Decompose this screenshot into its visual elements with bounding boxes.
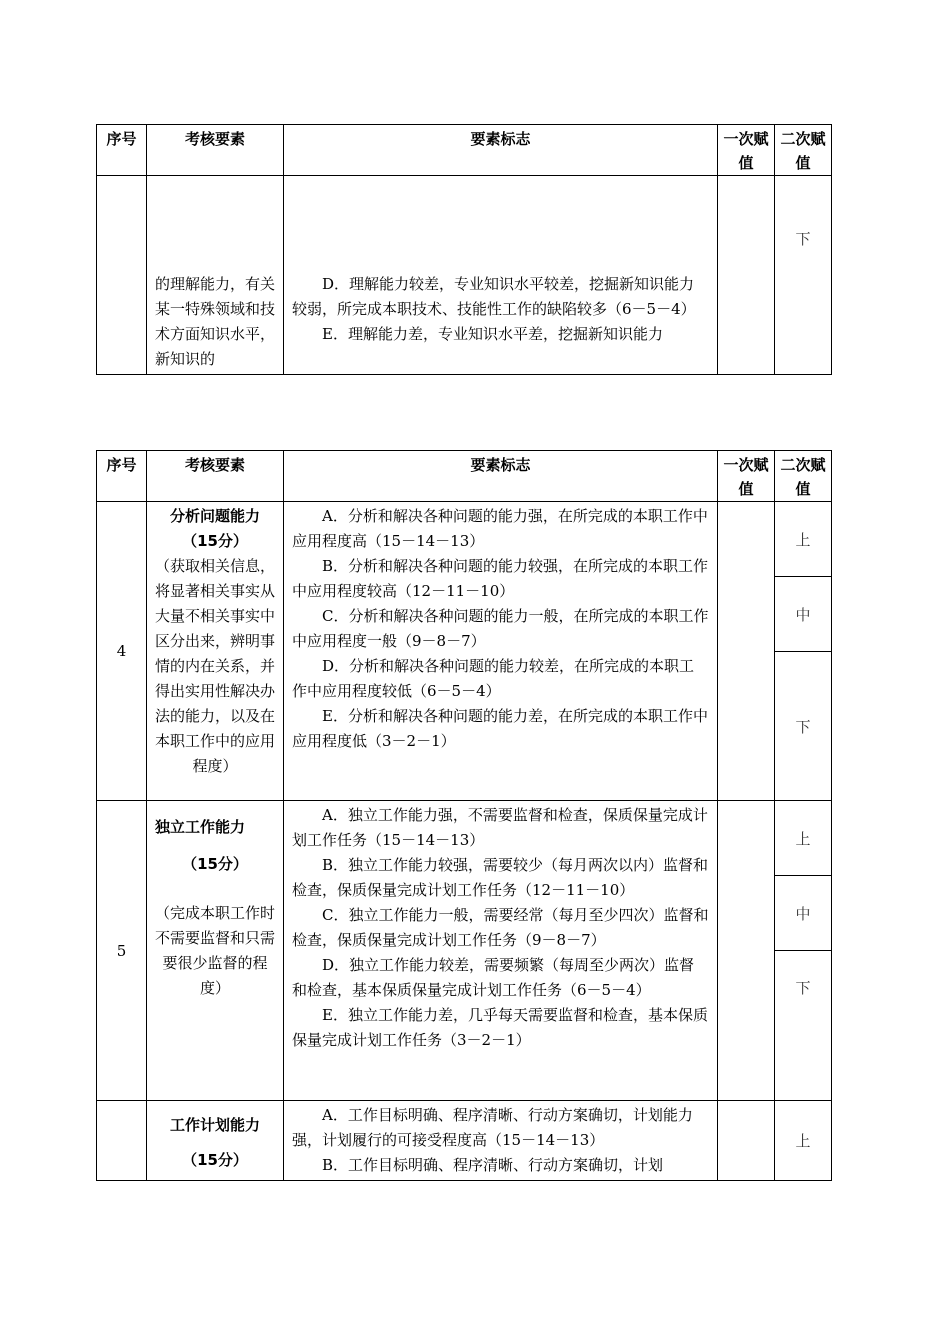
element-cell bbox=[147, 502, 284, 801]
mark-item: E．分析和解决各种问题的能力差，在所完成的本职工作中应用程度低（3－2－1） bbox=[292, 707, 708, 750]
assessment-table bbox=[96, 450, 832, 1181]
mark-item: B．分析和解决各种问题的能力较强，在所完成的本职工作中应用程度较高（12－11－10） bbox=[292, 557, 709, 600]
mark-item: D．独立工作能力较差，需要频繁（每周至少两次）监督和检查，基本保质保量完成计划工作任务（6－5－4） bbox=[292, 956, 695, 999]
grade-cell: 下 bbox=[775, 176, 832, 375]
element-title: 独立工作能力 bbox=[155, 818, 246, 836]
element-cell bbox=[147, 1101, 284, 1181]
element-title: 工作计划能力 bbox=[169, 1116, 260, 1134]
seq-cell bbox=[97, 176, 147, 375]
mark-item: A．独立工作能力强，不需要监督和检查，保质保量完成计划工作任务（15－14－13） bbox=[292, 806, 708, 849]
marks-cell bbox=[284, 176, 718, 375]
element-score: （15分） bbox=[182, 1151, 248, 1169]
header-seq: 序号 bbox=[97, 451, 147, 502]
mark-item: E．理解能力差，专业知识水平差，挖掘新知识能力 bbox=[322, 325, 663, 343]
table-row bbox=[97, 502, 832, 577]
mark-item: C．分析和解决各种问题的能力一般，在所完成的本职工作中应用程度一般（9－8－7） bbox=[292, 607, 709, 650]
table-header bbox=[97, 451, 832, 502]
seq-cell: 4 bbox=[97, 502, 147, 801]
element-title: 分析问题能力（15分） bbox=[169, 507, 260, 550]
element-description: （获取相关信息，将显著相关事实从大量不相关事实中区分出来，辨明事情的内在关系，并得出实用性解决办法的能力，以及在本职工作中的应用程度） bbox=[155, 557, 276, 775]
first-value-cell[interactable] bbox=[718, 502, 775, 801]
mark-item: B．工作目标明确、程序清晰、行动方案确切，计划 bbox=[322, 1156, 664, 1174]
header-second-value: 二次赋值 bbox=[775, 451, 832, 502]
grade-cell: 中 bbox=[775, 577, 832, 652]
mark-item: A．分析和解决各种问题的能力强，在所完成的本职工作中应用程度高（15－14－13） bbox=[292, 507, 708, 550]
first-value-cell[interactable] bbox=[718, 176, 775, 375]
mark-item: D．分析和解决各种问题的能力较差，在所完成的本职工作中应用程度较低（6－5－4） bbox=[292, 657, 695, 700]
grade-cell: 上 bbox=[775, 801, 832, 876]
mark-item: C．独立工作能力一般，需要经常（每月至少四次）监督和检查，保质保量完成计划工作任务（9－8－7） bbox=[292, 906, 709, 949]
first-value-cell[interactable] bbox=[718, 801, 775, 1101]
grade-cell: 下 bbox=[775, 951, 832, 1101]
table-row bbox=[97, 1101, 832, 1181]
mark-item: B．独立工作能力较强，需要较少（每月两次以内）监督和检查，保质保量完成计划工作任务（12－11－10） bbox=[292, 856, 709, 899]
table-row bbox=[97, 176, 832, 375]
element-cell bbox=[147, 801, 284, 1101]
element-description: （完成本职工作时不需要监督和只需要很少监督的程度） bbox=[155, 904, 276, 997]
grade-cell: 上 bbox=[775, 502, 832, 577]
table-header bbox=[97, 125, 832, 176]
element-cell bbox=[147, 176, 284, 375]
element-text: 的理解能力，有关某一特殊领域和技术方面知识水平，新知识的 bbox=[155, 275, 275, 368]
seq-cell bbox=[97, 1101, 147, 1181]
mark-item: A．工作目标明确、程序清晰、行动方案确切，计划能力强，计划履行的可接受程度高（15－14－13） bbox=[292, 1106, 693, 1149]
marks-cell bbox=[284, 502, 718, 801]
assessment-table-continued bbox=[96, 124, 832, 375]
header-first-value: 一次赋值 bbox=[718, 451, 775, 502]
element-score: （15分） bbox=[182, 855, 248, 873]
header-marks: 要素标志 bbox=[284, 451, 718, 502]
mark-item: D．理解能力较差，专业知识水平较差，挖掘新知识能力较弱，所完成本职技术、技能性工作的缺陷较多（6－5－4） bbox=[292, 275, 696, 318]
grade-cell: 下 bbox=[775, 652, 832, 801]
header-element: 考核要素 bbox=[147, 451, 284, 502]
header-element: 考核要素 bbox=[147, 125, 284, 176]
marks-cell bbox=[284, 1101, 718, 1181]
grade-cell: 上 bbox=[775, 1101, 832, 1181]
mark-item: E．独立工作能力差，几乎每天需要监督和检查，基本保质保量完成计划工作任务（3－2－1） bbox=[292, 1006, 708, 1049]
header-marks: 要素标志 bbox=[284, 125, 718, 176]
marks-cell bbox=[284, 801, 718, 1101]
seq-cell: 5 bbox=[97, 801, 147, 1101]
first-value-cell[interactable] bbox=[718, 1101, 775, 1181]
grade-cell: 中 bbox=[775, 876, 832, 951]
header-first-value: 一次赋值 bbox=[718, 125, 775, 176]
header-seq: 序号 bbox=[97, 125, 147, 176]
table-row bbox=[97, 801, 832, 876]
header-second-value: 二次赋值 bbox=[775, 125, 832, 176]
